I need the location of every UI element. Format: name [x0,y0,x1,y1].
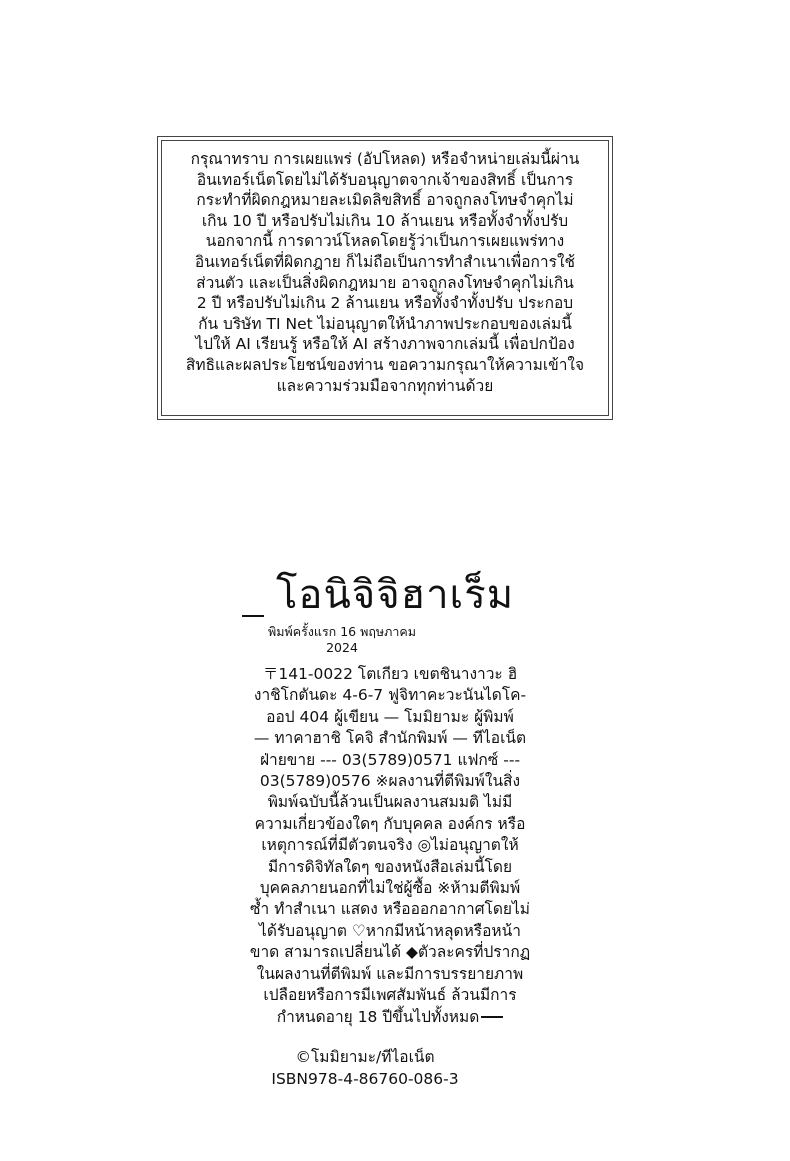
copyright-line: ©โมมิยามะ/ทีไอเน็ต [295,1048,435,1066]
colophon-body [230,664,550,1028]
book-title: โอนิจิจิฮาเร็ม [275,572,515,618]
isbn: ISBN978-4-86760-086-3 [271,1070,459,1088]
end-rule-divider [481,1016,503,1018]
publication-date: พิมพ์ครั้งแรก 16 พฤษภาคม 2024 [268,624,416,655]
copyright-notice-box [161,140,609,416]
copyright-notice-text: กรุณาทราบ การเผยแพร่ (อัปโหลด) หรือจำหน่ายเล่มนี้ผ่าน อินเทอร์เน็ตโดยไม่ได้รับอนุญาตจากเจ้าของสิทธิ์ เป็นการ กระทำที่ผิดกฎหมายละเมิดลิขสิทธิ์ อาจถูกลงโทษจำคุกไม่ เกิน 10 ปี หรือปรับไม่เกิน 10 ล้านเยน หรือทั้งจำทั้งปรับ นอกจากนี้ การดาวน์โหลดโดยรู้ว่าเป็นการเผยแพร่ทาง อินเทอร์เน็ตที่ผิดกฎาย ก็ไม่ถือเป็นการทำสำเนาเพื่อการใช้ ส่วนตัว และเป็นสิ่งผิดกฎหมาย อาจถูกลงโทษจำคุกไม่เกิน 2 ปี หรือปรับไม่เกิน 2 ล้านเยน หรือทั้งจำทั้งปรับ ประกอบ กัน บริษัท TI Net ไม่อนุญาตให้นำภาพประกอบของเล่มนี้ ไปให้ AI เรียนรู้ หรือให้ AI สร้างภาพจากเล่มนี้ เพื่อปกป้อง สิทธิและผลประโยชน์ของท่าน ขอความกรุณาให้ความเข้าใจ และความร่วมมือจากทุกท่านด้วย [185,150,585,395]
colophon-body-text: 〒141-0022 โตเกียว เขตชินางาวะ ฮิ งาชิโกตันดะ 4-6-7 ฟูจิทาคะวะนันไดโค- ออป 404 ผู้เขียน — โมมิยามะ ผู้พิมพ์ — ทาคาฮาชิ โคจิ สำนักพิมพ์ — ทีไอเน็ต ฝ่ายขาย --- 03(5789)0571 แฟกซ์ --- 03(5789)0576 ※ผลงานที่ตีพิมพ์ในสิ่ง พิมพ์ฉบับนี้ล้วนเป็นผลงานสมมติ ไม่มี ความเกี่ยวข้องใดๆ กับบุคคล องค์กร หรือ เหตุการณ์ที่มีตัวตนจริง ◎ไม่อนุญาตให้ มีการดิจิทัลใดๆ ของหนังสือเล่มนี้โดย บุคคลภายนอกที่ไม่ใช่ผู้ซื้อ ※ห้ามตีพิมพ์ ซ้ำ ทำสำเนา แสดง หรือออกอากาศโดยไม่ ได้รับอนุญาต ♡หากมีหน้าหลุดหรือหน้า ขาด สามารถเปลี่ยนได้ ◆ตัวละครที่ปรากฏ ในผลงานที่ตีพิมพ์ และมีการบรรยายภาพ เปลือยหรือการมีเพศสัมพันธ์ ล้วนมีการ กำหนดอายุ 18 ปีขึ้นไปทั้งหมด [249,665,531,1026]
copyright-block [250,1046,480,1090]
colophon [230,568,550,1028]
